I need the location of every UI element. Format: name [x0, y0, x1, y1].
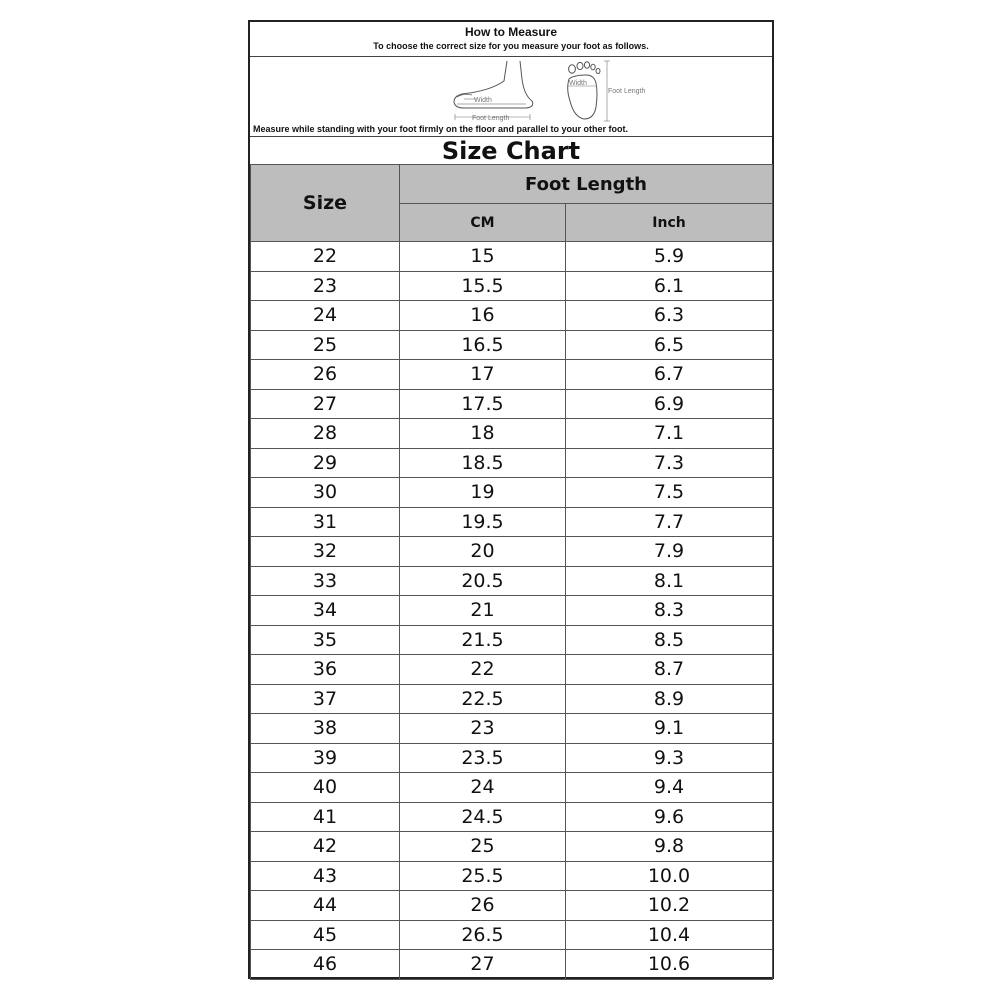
inch-cell: 10.4	[566, 920, 773, 950]
size-chart-title: Size Chart	[441, 137, 581, 165]
inch-cell: 6.3	[566, 301, 773, 331]
inch-cell: 8.5	[566, 625, 773, 655]
table-row	[251, 714, 773, 744]
cm-cell: 15	[400, 242, 566, 272]
cm-cell: 17.5	[400, 389, 566, 419]
how-to-measure-subtitle: To choose the correct size for you measure your foot as follows.	[373, 41, 649, 51]
how-to-measure-title: How to Measure	[464, 25, 557, 39]
size-chart-sheet	[248, 20, 774, 979]
table-row	[251, 773, 773, 803]
cm-cell: 20	[400, 537, 566, 567]
table-row	[251, 242, 773, 272]
size-table-body	[251, 242, 773, 980]
inch-cell: 9.6	[566, 802, 773, 832]
size-cell: 40	[251, 773, 400, 803]
cm-cell: 25	[400, 832, 566, 862]
cm-cell: 16	[400, 301, 566, 331]
cm-cell: 22.5	[400, 684, 566, 714]
size-cell: 26	[251, 360, 400, 390]
table-row	[251, 743, 773, 773]
inch-cell: 5.9	[566, 242, 773, 272]
table-row	[251, 478, 773, 508]
side-width-label: Width	[474, 97, 492, 104]
table-row	[251, 625, 773, 655]
size-cell: 34	[251, 596, 400, 626]
table-row	[251, 271, 773, 301]
table-row	[251, 507, 773, 537]
size-cell: 41	[251, 802, 400, 832]
inch-cell: 10.2	[566, 891, 773, 921]
sole-width-label: Width	[569, 80, 587, 87]
foot-side-view-icon	[454, 61, 533, 108]
size-cell: 37	[251, 684, 400, 714]
cm-cell: 26.5	[400, 920, 566, 950]
size-cell: 24	[251, 301, 400, 331]
table-row	[251, 655, 773, 685]
inch-cell: 10.6	[566, 950, 773, 980]
inch-cell: 6.9	[566, 389, 773, 419]
size-cell: 39	[251, 743, 400, 773]
inch-cell: 7.1	[566, 419, 773, 449]
inch-cell: 7.7	[566, 507, 773, 537]
inch-cell: 9.8	[566, 832, 773, 862]
inch-cell: 6.5	[566, 330, 773, 360]
how-to-measure-header	[250, 22, 772, 57]
table-row	[251, 684, 773, 714]
table-row	[251, 566, 773, 596]
inch-cell: 8.7	[566, 655, 773, 685]
table-row	[251, 832, 773, 862]
size-cell: 33	[251, 566, 400, 596]
cm-column-header: CM	[400, 204, 566, 242]
size-cell: 27	[251, 389, 400, 419]
cm-cell: 24.5	[400, 802, 566, 832]
table-row	[251, 537, 773, 567]
inch-cell: 7.3	[566, 448, 773, 478]
size-cell: 42	[251, 832, 400, 862]
size-cell: 28	[251, 419, 400, 449]
cm-cell: 18.5	[400, 448, 566, 478]
cm-cell: 21.5	[400, 625, 566, 655]
size-cell: 44	[251, 891, 400, 921]
cm-cell: 19.5	[400, 507, 566, 537]
table-row	[251, 330, 773, 360]
size-cell: 22	[251, 242, 400, 272]
table-row	[251, 360, 773, 390]
inch-cell: 9.3	[566, 743, 773, 773]
cm-cell: 23.5	[400, 743, 566, 773]
inch-cell: 8.3	[566, 596, 773, 626]
cm-cell: 20.5	[400, 566, 566, 596]
cm-cell: 16.5	[400, 330, 566, 360]
table-row	[251, 920, 773, 950]
size-cell: 32	[251, 537, 400, 567]
cm-cell: 24	[400, 773, 566, 803]
size-cell: 25	[251, 330, 400, 360]
table-row	[251, 301, 773, 331]
inch-cell: 7.9	[566, 537, 773, 567]
inch-cell: 8.1	[566, 566, 773, 596]
inch-cell: 8.9	[566, 684, 773, 714]
inch-cell: 10.0	[566, 861, 773, 891]
measure-note: Measure while standing with your foot firmly on the floor and parallel to your other foot.	[253, 124, 629, 134]
inch-cell: 9.1	[566, 714, 773, 744]
table-row	[251, 389, 773, 419]
table-row	[251, 891, 773, 921]
size-cell: 46	[251, 950, 400, 980]
size-cell: 45	[251, 920, 400, 950]
inch-cell: 6.7	[566, 360, 773, 390]
measure-illustration-panel	[250, 57, 772, 137]
size-cell: 31	[251, 507, 400, 537]
table-row	[251, 950, 773, 980]
table-row	[251, 448, 773, 478]
size-table	[250, 164, 773, 980]
size-cell: 43	[251, 861, 400, 891]
cm-cell: 22	[400, 655, 566, 685]
inch-cell: 6.1	[566, 271, 773, 301]
size-column-header: Size	[251, 165, 400, 242]
inch-cell: 7.5	[566, 478, 773, 508]
table-row	[251, 802, 773, 832]
cm-cell: 26	[400, 891, 566, 921]
cm-cell: 15.5	[400, 271, 566, 301]
cm-cell: 19	[400, 478, 566, 508]
foot-measure-illustration	[250, 57, 772, 123]
table-row	[251, 861, 773, 891]
cm-cell: 21	[400, 596, 566, 626]
size-cell: 38	[251, 714, 400, 744]
size-cell: 29	[251, 448, 400, 478]
sole-foot-length-label: Foot Length	[608, 88, 646, 95]
table-row	[251, 596, 773, 626]
size-cell: 35	[251, 625, 400, 655]
foot-sole-icon	[568, 62, 600, 119]
cm-cell: 17	[400, 360, 566, 390]
cm-cell: 18	[400, 419, 566, 449]
size-cell: 30	[251, 478, 400, 508]
size-cell: 36	[251, 655, 400, 685]
side-foot-length-label: Foot Length	[472, 115, 510, 122]
table-row	[251, 419, 773, 449]
foot-length-header: Foot Length	[400, 165, 773, 204]
inch-cell: 9.4	[566, 773, 773, 803]
cm-cell: 25.5	[400, 861, 566, 891]
inch-column-header: Inch	[566, 204, 773, 242]
size-cell: 23	[251, 271, 400, 301]
cm-cell: 27	[400, 950, 566, 980]
cm-cell: 23	[400, 714, 566, 744]
